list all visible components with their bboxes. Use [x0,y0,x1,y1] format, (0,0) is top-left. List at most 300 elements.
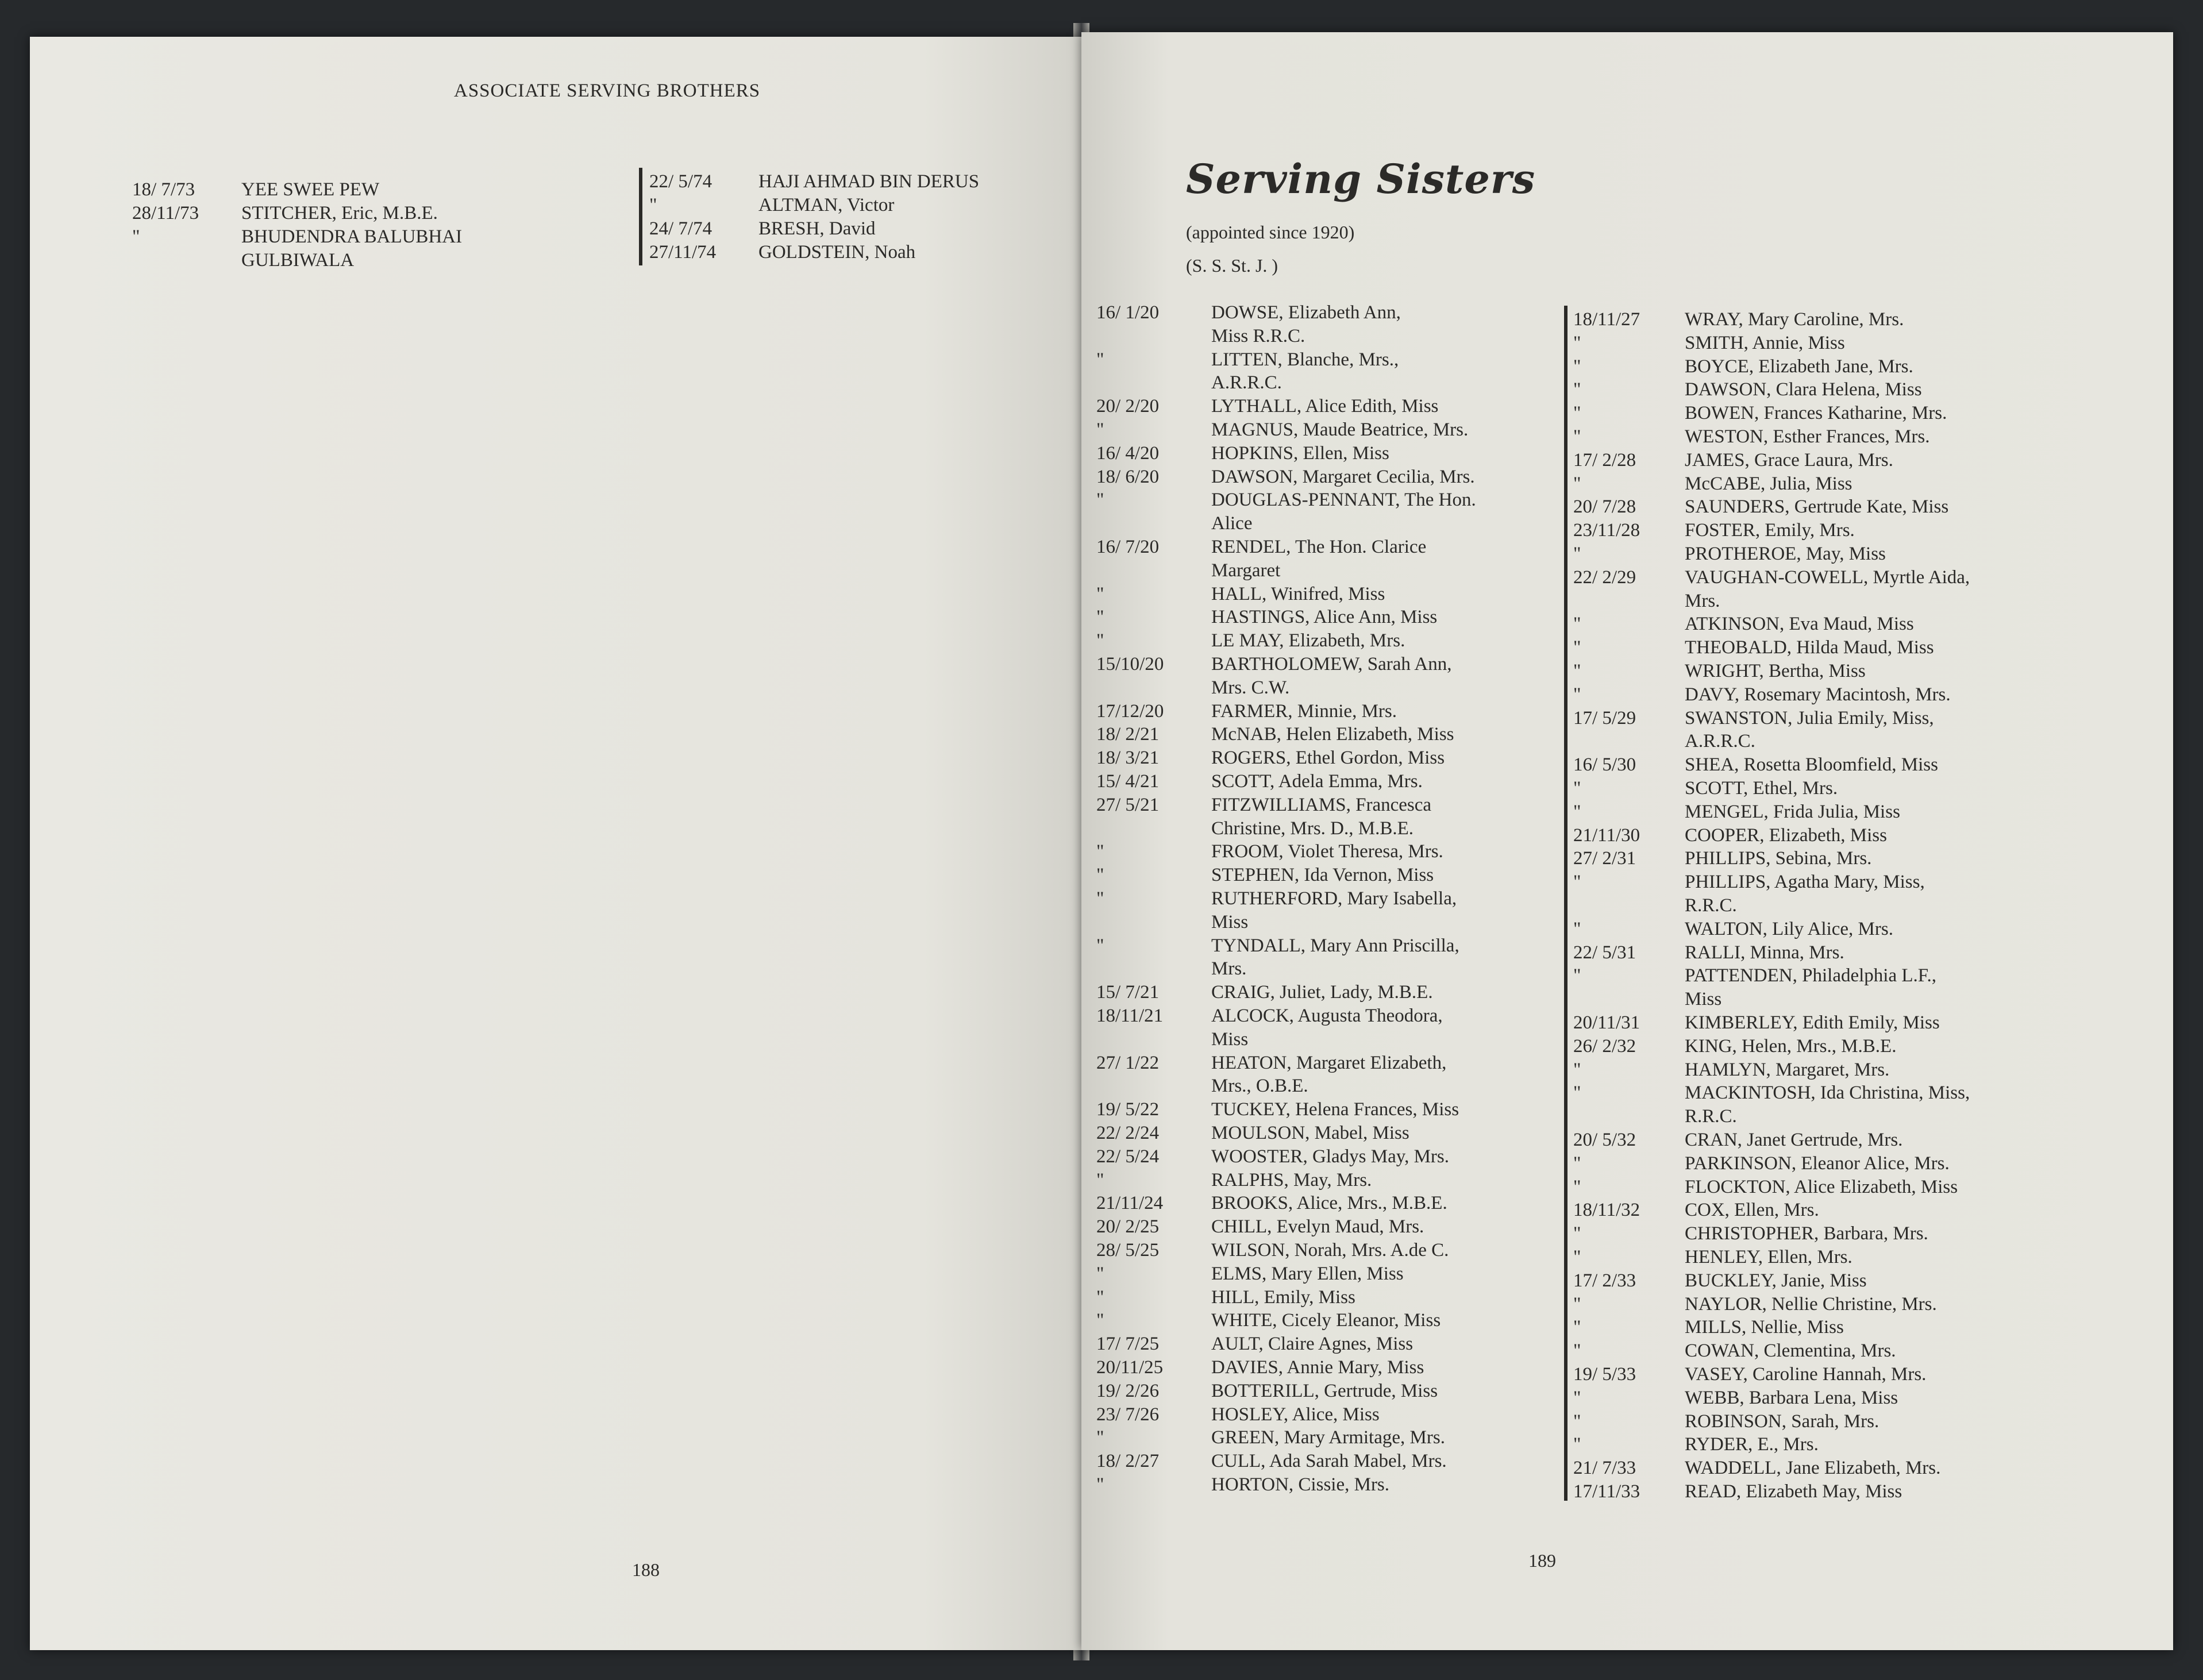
register-entry [1573,964,1936,1011]
entry-name: MENGEL, Frida Julia, Miss [1685,801,1900,822]
register-entry [1096,1169,1372,1192]
entry-name: CHRISTOPHER, Barbara, Mrs. [1685,1223,1928,1244]
entry-date: " [1573,426,1581,447]
entry-name: BHUDENDRA BALUBHAI [241,226,463,247]
entry-name: LITTEN, Blanche, Mrs., [1211,349,1399,370]
entry-date: 26/ 2/32 [1573,1035,1636,1057]
entry-date: " [1096,490,1104,511]
entry-name: SAUNDERS, Gertrude Kate, Miss [1685,496,1949,518]
entry-name: ATKINSON, Eva Maud, Miss [1685,614,1914,635]
entry-name: RYDER, E., Mrs. [1685,1434,1819,1455]
register-entry [1573,824,1887,847]
entry-date: 28/ 5/25 [1096,1240,1160,1261]
entry-name: CRAN, Janet Gertrude, Mrs. [1685,1130,1903,1150]
register-entry [1573,1456,1940,1480]
entry-date: 17/12/20 [1096,700,1164,722]
entry-name: DAWSON, Clara Helena, Miss [1685,379,1922,400]
entry-date: " [1096,841,1104,862]
entry-date: " [1573,473,1581,494]
entry-name: COOPER, Elizabeth, Miss [1685,824,1887,846]
register-entry [1573,1176,1958,1199]
entry-name: SMITH, Annie, Miss [1685,332,1845,353]
entry-name: NAYLOR, Nellie Christine, Mrs. [1685,1293,1937,1315]
entry-name: AULT, Claire Agnes, Miss [1211,1334,1414,1355]
entry-name: COWAN, Clementina, Mrs. [1685,1340,1896,1362]
entry-name: MAGNUS, Maude Beatrice, Mrs. [1211,419,1469,440]
entry-date: " [1096,630,1104,652]
entry-date: " [1573,1340,1581,1362]
entry-date: 15/10/20 [1096,654,1164,675]
entry-name: RALPHS, May, Mrs. [1211,1169,1372,1190]
entry-name: VASEY, Caroline Hannah, Mrs. [1685,1364,1927,1385]
register-entry [1573,425,1930,449]
column-rule [1564,306,1567,1501]
entry-name: RUTHERFORD, Mary Isabella, [1211,888,1457,909]
register-entry [1096,1356,1424,1380]
register-entry [1573,1410,1879,1434]
entry-name: SWANSTON, Julia Emily, Miss, [1685,707,1934,729]
entry-name-continued: R.R.C. [1685,895,1737,916]
register-entry [1573,378,1922,402]
register-entry [1573,1222,1928,1246]
register-entry [649,170,979,194]
entry-date: 22/ 2/24 [1096,1123,1160,1143]
register-entry [1573,495,1948,519]
entry-name: COX, Ellen, Mrs. [1685,1200,1819,1221]
entry-name: MACKINTOSH, Ida Christina, Miss, [1685,1082,1970,1104]
entry-date: " [1573,332,1581,353]
entry-date: 17/ 2/28 [1573,449,1636,471]
register-entry [1573,1363,1926,1386]
register-entry [649,217,876,241]
entry-name: HAMLYN, Margaret, Mrs. [1685,1059,1890,1080]
entry-name: WADDELL, Jane Elizabeth, Mrs. [1685,1458,1941,1479]
entry-name: BOYCE, Elizabeth Jane, Mrs. [1685,356,1913,377]
register-entry [1096,1380,1438,1403]
entry-date: 16/ 5/30 [1573,754,1636,776]
entry-name: RENDEL, The Hon. Clarice [1211,537,1427,557]
entry-date: 20/ 2/20 [1096,396,1160,417]
entry-name: ROGERS, Ethel Gordon, Miss [1211,747,1445,769]
entry-date: " [1096,865,1104,886]
register-entry [1096,1426,1445,1450]
entry-name-continued: Mrs. C.W. [1211,677,1290,698]
entry-name: LYTHALL, Alice Edith, Miss [1211,396,1439,417]
entry-name: BOTTERILL, Gertrude, Miss [1211,1380,1438,1401]
entry-name: PHILLIPS, Agatha Mary, Miss, [1685,872,1925,893]
entry-date: 22/ 2/29 [1573,567,1636,588]
register-entry [1573,870,1925,918]
entry-date: " [1096,935,1104,956]
register-entry [1573,1152,1950,1176]
register-entry [1573,1035,1896,1058]
entry-date: 20/11/25 [1096,1357,1164,1378]
register-entry [1096,653,1451,700]
entry-name: KIMBERLEY, Edith Emily, Miss [1685,1012,1940,1033]
register-entry [1096,1098,1459,1122]
entry-name: TUCKEY, Helena Frances, Miss [1211,1099,1459,1120]
register-entry [1096,1004,1443,1051]
entry-name: TYNDALL, Mary Ann Priscilla, [1211,935,1459,956]
entry-date: " [1573,1434,1581,1455]
register-entry [1096,793,1431,841]
register-entry [1573,1199,1819,1222]
entry-name: CULL, Ada Sarah Mabel, Mrs. [1211,1451,1447,1472]
entry-date: " [1573,1223,1581,1244]
register-entry [1573,355,1913,379]
register-entry [1573,519,1855,542]
entry-name-continued: Mrs., O.B.E. [1211,1076,1308,1097]
register-entry [1096,1450,1447,1473]
register-entry [1573,636,1934,660]
entry-date: " [132,226,140,247]
entry-date: " [1573,1411,1581,1432]
entry-date: 17/ 7/25 [1096,1334,1160,1355]
register-entry [1573,332,1845,355]
register-entry [1573,1339,1896,1363]
entry-name: LE MAY, Elizabeth, Mrs. [1211,630,1405,652]
entry-date: " [1096,583,1104,604]
entry-name: DOUGLAS-PENNANT, The Hon. [1211,490,1476,511]
register-entry [1096,348,1399,395]
entry-date: 27/11/74 [649,242,717,263]
register-entry [1096,629,1405,653]
register-entry [1573,1011,1940,1035]
entry-date: " [1573,614,1581,635]
entry-name: HEATON, Margaret Elizabeth, [1211,1052,1447,1073]
entry-date: " [1573,637,1581,658]
entry-date: 20/ 2/25 [1096,1216,1160,1238]
entry-name: WALTON, Lily Alice, Mrs. [1685,918,1893,939]
entry-date: " [1096,1263,1104,1284]
register-entry [649,194,894,217]
entry-date: " [1573,684,1581,705]
entry-date: 16/ 7/20 [1096,537,1160,557]
register-entry [1573,1316,1844,1339]
entry-name: BOWEN, Frances Katharine, Mrs. [1685,403,1947,424]
entry-name-continued: R.R.C. [1685,1106,1737,1127]
entry-date: " [1573,1387,1581,1408]
register-entry [132,178,379,202]
entry-name-continued: Miss R.R.C. [1211,325,1305,346]
register-entry [1096,606,1437,629]
entry-date: 18/ 3/21 [1096,747,1160,769]
entry-name-continued: GULBIWALA [241,250,355,271]
entry-name: STEPHEN, Ida Vernon, Miss [1211,865,1434,886]
entry-date: 28/11/73 [132,203,199,224]
entry-date: " [1573,1317,1581,1338]
register-entry [1096,700,1397,723]
entry-name: PROTHEROE, May, Miss [1685,544,1886,564]
entry-name-continued: Miss [1211,1028,1249,1050]
register-entry [1096,1262,1404,1286]
entry-name-continued: Miss [1211,911,1249,933]
entry-name: DAWSON, Margaret Cecilia, Mrs. [1211,466,1475,487]
entry-name: SCOTT, Adela Emma, Mrs. [1211,771,1423,792]
register-entry [1096,770,1423,793]
entry-date: 27/ 5/21 [1096,794,1160,815]
entry-date: " [1573,965,1581,987]
entry-date: 21/11/30 [1573,824,1640,846]
entry-date: " [1096,888,1104,909]
left-page [30,37,1081,1650]
entry-name: STITCHER, Eric, M.B.E. [241,203,438,224]
register-entry [1573,777,1838,800]
entry-name: PARKINSON, Eleanor Alice, Mrs. [1685,1153,1950,1174]
register-entry [1096,1051,1446,1099]
entry-name-continued: Miss [1685,989,1722,1010]
register-entry [1096,1192,1447,1215]
register-entry [1573,1128,1902,1152]
register-entry [1096,864,1434,887]
register-entry [1573,1081,1970,1128]
entry-date: " [1573,1082,1581,1104]
entry-date: " [1573,1059,1581,1080]
entry-name: DOWSE, Elizabeth Ann, [1211,302,1401,323]
entry-date: 16/ 4/20 [1096,442,1160,464]
entry-name: YEE SWEE PEW [241,179,380,200]
entry-date: " [1573,661,1581,681]
register-entry [1573,1433,1819,1456]
entry-name: FITZWILLIAMS, Francesca [1211,794,1432,815]
entry-name: BROOKS, Alice, Mrs., M.B.E. [1211,1193,1447,1214]
entry-name: CHILL, Evelyn Maud, Mrs. [1211,1216,1424,1238]
entry-name: SHEA, Rosetta Bloomfield, Miss [1685,754,1938,776]
entry-name: WHITE, Cicely Eleanor, Miss [1211,1310,1441,1331]
entry-date: 19/ 5/33 [1573,1364,1636,1385]
register-entry [1573,918,1893,941]
entry-name: RALLI, Minna, Mrs. [1685,942,1844,963]
register-entry [1096,981,1433,1004]
entry-date: " [1096,607,1104,628]
register-entry [1096,1286,1355,1309]
entry-name: McNAB, Helen Elizabeth, Miss [1211,724,1454,745]
entry-name: WEBB, Barbara Lena, Miss [1685,1387,1898,1408]
register-entry [1096,418,1468,442]
register-entry [1573,847,1871,870]
entry-date: " [1573,403,1581,424]
register-entry [1096,746,1445,770]
entry-date: " [1096,419,1104,440]
column-rule [639,168,642,265]
entry-name: FARMER, Minnie, Mrs. [1211,700,1397,722]
register-entry [1573,753,1938,777]
subtitle-abbrev: (S. S. St. J. ) [1186,255,1278,276]
register-entry [1573,542,1886,566]
register-entry [1096,395,1438,418]
entry-date: 18/ 6/20 [1096,466,1160,487]
entry-date: 20/ 7/28 [1573,496,1636,518]
entry-date: " [1573,872,1581,893]
entry-date: " [1096,349,1104,370]
entry-date: 22/ 5/74 [649,171,712,192]
entry-name: McCABE, Julia, Miss [1685,473,1852,494]
entry-date: " [1573,356,1581,377]
entry-date: " [1573,1293,1581,1315]
register-entry [1096,1145,1449,1169]
page-number-right: 189 [1528,1550,1556,1571]
entry-name: ALCOCK, Augusta Theodora, [1211,1005,1443,1026]
register-entry [1573,660,1866,683]
register-entry [1573,1293,1937,1316]
entry-name: JAMES, Grace Laura, Mrs. [1685,449,1893,471]
register-entry [1096,301,1401,348]
register-entry [1573,707,1934,754]
entry-name: WILSON, Norah, Mrs. A.de C. [1211,1240,1449,1261]
entry-date: 18/ 2/27 [1096,1451,1160,1472]
register-entry [1096,488,1476,535]
entry-date: " [1573,1176,1581,1197]
entry-date: " [1096,1286,1104,1308]
register-entry [1096,1122,1409,1145]
register-entry [1096,442,1389,465]
register-entry [1573,402,1947,425]
section-title: Serving Sisters [1186,155,1536,203]
entry-name: ALTMAN, Victor [758,195,895,215]
entry-date: 17/11/33 [1573,1481,1640,1502]
entry-name: VAUGHAN-COWELL, Myrtle Aida, [1685,567,1970,588]
register-entry [1573,1269,1867,1293]
register-entry [1096,934,1459,981]
entry-name: PATTENDEN, Philadelphia L.F., [1685,965,1936,987]
entry-date: 18/11/21 [1096,1005,1164,1026]
entry-date: " [1573,1153,1581,1174]
register-entry [132,225,462,272]
register-entry [1096,1473,1389,1497]
entry-name: THEOBALD, Hilda Maud, Miss [1685,637,1934,658]
entry-date: 15/ 4/21 [1096,771,1160,792]
entry-date: " [1096,1310,1104,1331]
register-entry [1573,1058,1889,1082]
entry-name: ROBINSON, Sarah, Mrs. [1685,1411,1880,1432]
entry-name: BRESH, David [758,218,876,239]
entry-name: BARTHOLOMEW, Sarah Ann, [1211,654,1452,675]
entry-name: WRIGHT, Bertha, Miss [1685,661,1866,681]
entry-date: " [1573,379,1581,400]
entry-name: WRAY, Mary Caroline, Mrs. [1685,309,1904,330]
entry-name: HOPKINS, Ellen, Miss [1211,442,1389,464]
entry-name-continued: Alice [1211,513,1253,534]
entry-date: 18/ 7/73 [132,179,195,200]
entry-name-continued: Christine, Mrs. D., M.B.E. [1211,818,1414,839]
entry-date: " [1573,544,1581,564]
entry-date: 18/ 2/21 [1096,724,1160,745]
entry-name: ELMS, Mary Ellen, Miss [1211,1263,1404,1284]
entry-date: " [1573,801,1581,822]
register-entry [1573,1480,1902,1504]
entry-name-continued: Mrs. [1685,590,1720,611]
entry-date: 22/ 5/24 [1096,1146,1160,1167]
register-entry [1573,308,1904,332]
entry-name: MOULSON, Mabel, Miss [1211,1123,1409,1143]
entry-name: HASTINGS, Alice Ann, Miss [1211,607,1438,628]
entry-date: 21/11/24 [1096,1193,1164,1214]
register-entry [1096,583,1385,606]
entry-date: 24/ 7/74 [649,218,712,239]
entry-name: HOSLEY, Alice, Miss [1211,1404,1380,1425]
register-entry [1096,723,1454,746]
register-entry [1573,472,1852,496]
entry-name: WESTON, Esther Frances, Mrs. [1685,426,1930,447]
register-entry [1096,465,1475,489]
entry-date: " [1573,1247,1581,1267]
entry-date: 23/11/28 [1573,520,1640,541]
register-entry [1096,1239,1449,1262]
entry-date: 16/ 1/20 [1096,302,1160,323]
entry-name-continued: Margaret [1211,560,1281,581]
register-entry [1573,941,1844,965]
entry-name: FOSTER, Emily, Mrs. [1685,520,1855,541]
register-entry [1096,887,1457,934]
entry-date: 19/ 2/26 [1096,1380,1160,1401]
register-entry [1096,1332,1413,1356]
register-entry [1573,1246,1852,1269]
entry-name: READ, Elizabeth May, Miss [1685,1481,1902,1502]
entry-name: MILLS, Nellie, Miss [1685,1317,1844,1338]
register-entry [1573,449,1893,472]
entry-date: 22/ 5/31 [1573,942,1636,963]
register-entry [132,202,438,225]
entry-name: DAVIES, Annie Mary, Miss [1211,1357,1424,1378]
entry-date: " [1096,1474,1104,1495]
entry-name: SCOTT, Ethel, Mrs. [1685,778,1838,799]
entry-name: KING, Helen, Mrs., M.B.E. [1685,1035,1897,1057]
entry-name: WOOSTER, Gladys May, Mrs. [1211,1146,1449,1167]
entry-date: 19/ 5/22 [1096,1099,1160,1120]
entry-date: " [1573,918,1581,939]
register-entry [1573,612,1914,636]
entry-name: CRAIG, Juliet, Lady, M.B.E. [1211,982,1433,1003]
page-number-left: 188 [632,1559,660,1580]
entry-date: " [1096,1169,1104,1190]
register-entry [1096,1309,1441,1332]
register-entry [1096,840,1443,864]
entry-name: BUCKLEY, Janie, Miss [1685,1270,1867,1291]
register-entry [1096,535,1426,583]
entry-name-continued: A.R.R.C. [1211,372,1282,394]
entry-date: 20/11/31 [1573,1012,1640,1033]
register-entry [1573,566,1970,613]
entry-date: " [1096,1427,1104,1448]
register-entry [1573,800,1900,824]
register-entry [649,241,915,264]
entry-name: GREEN, Mary Armitage, Mrs. [1211,1427,1445,1448]
entry-name: GOLDSTEIN, Noah [758,242,916,263]
entry-name-continued: A.R.R.C. [1685,731,1755,752]
entry-date: " [649,195,657,215]
entry-date: 23/ 7/26 [1096,1404,1160,1425]
entry-date: 27/ 2/31 [1573,848,1636,869]
register-entry [1096,1403,1380,1427]
entry-name: HALL, Winifred, Miss [1211,583,1385,604]
entry-date: 17/ 5/29 [1573,707,1636,729]
page-heading: ASSOCIATE SERVING BROTHERS [454,80,761,101]
entry-name: DAVY, Rosemary Macintosh, Mrs. [1685,684,1951,705]
entry-date: " [1573,778,1581,799]
entry-date: 20/ 5/32 [1573,1130,1636,1150]
entry-name: HORTON, Cissie, Mrs. [1211,1474,1390,1495]
entry-date: 15/ 7/21 [1096,982,1160,1003]
register-entry [1573,683,1951,707]
entry-date: 17/ 2/33 [1573,1270,1636,1291]
entry-name: HILL, Emily, Miss [1211,1286,1355,1308]
entry-name: HAJI AHMAD BIN DERUS [758,171,980,192]
entry-name: FROOM, Violet Theresa, Mrs. [1211,841,1443,862]
entry-name: FLOCKTON, Alice Elizabeth, Miss [1685,1176,1958,1197]
entry-date: 18/11/32 [1573,1200,1640,1221]
entry-date: 21/ 7/33 [1573,1458,1636,1479]
subtitle: (appointed since 1920) [1186,222,1355,242]
